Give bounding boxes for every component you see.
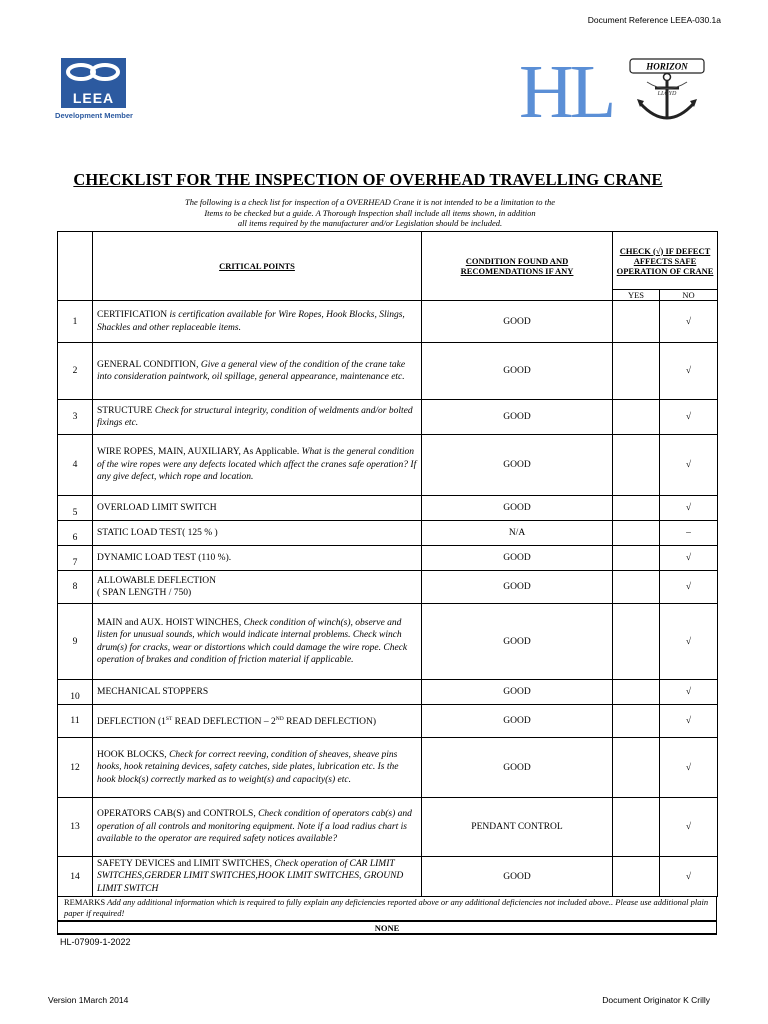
intro-line: Items to be checked but a guide. A Thorough Inspection shall include all items shown, in addition [204, 207, 536, 218]
row-number: 8 [58, 571, 93, 604]
condition-value: GOOD [422, 738, 613, 798]
critical-heading: GENERAL CONDITION, [97, 359, 199, 370]
footer-version: Version 1March 2014 [48, 995, 129, 1005]
condition-value: GOOD [422, 604, 613, 680]
yes-cell[interactable] [613, 680, 660, 705]
yes-cell[interactable] [613, 301, 660, 343]
critical-description: Give a general view of the condition of the crane take into consideration paintwork, oil spillage, general appearance, maintenance etc. [97, 359, 406, 382]
critical-point [93, 604, 422, 680]
critical-point [93, 705, 422, 738]
critical-point [93, 571, 422, 604]
horizon-lloyd-anchor-icon [622, 55, 712, 129]
critical-heading: MAIN and AUX. HOIST WINCHES, [97, 617, 242, 628]
condition-value: GOOD [422, 496, 613, 521]
critical-heading: SAFETY DEVICES and LIMIT SWITCHES, [97, 858, 272, 869]
critical-description: Check operation of CAR LIMIT SWITCHES,GERDER LIMIT SWITCHES,HOOK LIMIT SWITCHES, GROUND LIMIT SWITCH [97, 858, 404, 894]
yes-header: YES [613, 290, 660, 301]
table-row [58, 705, 718, 738]
condition-value: GOOD [422, 546, 613, 571]
check-header: CHECK (√) IF DEFECT AFFECTS SAFE OPERATION OF CRANE [613, 232, 718, 290]
yes-cell[interactable] [613, 400, 660, 435]
critical-point [93, 343, 422, 400]
condition-value: GOOD [422, 680, 613, 705]
table-row [58, 680, 718, 705]
critical-heading: STATIC LOAD TEST( 125 % ) [97, 527, 218, 538]
table-row [58, 738, 718, 798]
leea-logo-subtitle: Development Member [55, 111, 133, 120]
critical-description: Check condition of winch(s), observe and listen for unusual sounds, which would indicate internal problems. Check winch drum(s) for cracks, wear or distortions which could damage the wire rope. Check operation of brakes and condition of friction material if applicable. [97, 617, 408, 665]
intro-text [150, 197, 590, 229]
yes-cell[interactable] [613, 496, 660, 521]
row-number: 12 [58, 738, 93, 798]
table-row [58, 400, 718, 435]
yes-cell[interactable] [613, 546, 660, 571]
row-number: 13 [58, 798, 93, 857]
critical-point [93, 738, 422, 798]
critical-heading: WIRE ROPES, MAIN, AUXILIARY, As Applicable. [97, 447, 300, 458]
critical-heading: ALLOWABLE DEFLECTION [97, 575, 216, 586]
critical-description: Check for correct reeving, condition of sheaves, sheave pins hooks, hook retaining devices, safety catches, side plates, lubrication etc. Is the hook block(s) correctly marked as to weight(s) and capacity(s) etc. [97, 749, 399, 785]
row-number: 9 [58, 604, 93, 680]
critical-point [93, 521, 422, 546]
yes-cell[interactable] [613, 705, 660, 738]
table-row [58, 301, 718, 343]
hl-logo-text: HL [519, 50, 613, 134]
critical-heading: MECHANICAL STOPPERS [97, 686, 209, 697]
no-checkmark[interactable]: √ [660, 546, 718, 571]
yes-cell[interactable] [613, 521, 660, 546]
critical-heading: DEFLECTION (1ST READ DEFLECTION – 2ND READ DEFLECTION) [97, 716, 377, 728]
footer-originator: Document Originator K Crilly [602, 995, 710, 1005]
table-row [58, 546, 718, 571]
critical-heading: CERTIFICATION [97, 310, 168, 320]
table-row [58, 496, 718, 521]
condition-value: GOOD [422, 857, 613, 897]
document-number: HL-07909-1-2022 [60, 937, 131, 947]
remarks-label: REMARKS [64, 897, 106, 907]
critical-description: What is the general condition of the wire ropes were any defects located which affect the cranes safe operation? If any give defect, which rope and location. [97, 447, 417, 483]
yes-cell[interactable] [613, 604, 660, 680]
critical-description: Check for structural integrity, condition of weldments and/or bolted fixings etc. [97, 405, 413, 428]
no-checkmark[interactable]: √ [660, 571, 718, 604]
table-row [58, 571, 718, 604]
table-row [58, 798, 718, 857]
critical-heading: STRUCTURE [97, 405, 153, 416]
table-row [58, 857, 718, 897]
yes-cell[interactable] [613, 738, 660, 798]
page-title: CHECKLIST FOR THE INSPECTION OF OVERHEAD TRAVELLING CRANE [73, 170, 663, 189]
intro-line: The following is a check list for inspection of a OVERHEAD Crane it is not intended to be a limitation to the [185, 197, 555, 207]
condition-value: GOOD [422, 400, 613, 435]
critical-heading-line2: ( SPAN LENGTH / 750) [97, 588, 192, 598]
condition-value: GOOD [422, 301, 613, 343]
no-checkmark[interactable]: √ [660, 680, 718, 705]
no-checkmark[interactable]: √ [660, 496, 718, 521]
critical-heading: OPERATORS CAB(S) and CONTROLS, [97, 809, 256, 820]
yes-cell[interactable] [613, 857, 660, 897]
leea-logo [48, 58, 140, 124]
leea-logo-text: LEEA [72, 90, 115, 106]
critical-description: Check condition of operators cab(s) and operation of all controls and monitoring equipment. Note if a load radius chart is available to the operator are required safety notices available? [97, 809, 412, 845]
row-number: 11 [58, 705, 93, 738]
remarks-value[interactable]: NONE [57, 921, 717, 935]
row-number: 4 [58, 435, 93, 496]
yes-cell[interactable] [613, 798, 660, 857]
no-header: NO [660, 290, 718, 301]
no-checkmark[interactable]: √ [660, 705, 718, 738]
no-checkmark[interactable]: √ [660, 343, 718, 400]
critical-point [93, 301, 422, 343]
condition-value: PENDANT CONTROL [422, 798, 613, 857]
condition-value: GOOD [422, 571, 613, 604]
critical-heading: OVERLOAD LIMIT SWITCH [97, 502, 217, 513]
critical-point [93, 857, 422, 897]
condition-value: N/A [422, 521, 613, 546]
condition-header: CONDITION FOUND AND RECOMENDATIONS IF ANY [422, 232, 613, 301]
condition-value: GOOD [422, 705, 613, 738]
critical-description: is certification available for Wire Ropes, Hook Blocks, Slings, Shackles and other replaceable items. [97, 310, 405, 333]
row-number: 10 [58, 680, 93, 705]
critical-point [93, 496, 422, 521]
remarks-box [57, 897, 717, 921]
row-number: 2 [58, 343, 93, 400]
row-number: 6 [58, 521, 93, 546]
critical-point [93, 400, 422, 435]
critical-points-header: CRITICAL POINTS [93, 232, 422, 301]
intro-line: all items required by the manufacturer and/or Legislation should be included. [237, 218, 503, 228]
chain-link-icon [61, 58, 126, 90]
critical-heading: DYNAMIC LOAD TEST (110 %). [97, 552, 232, 563]
no-checkmark[interactable]: √ [660, 798, 718, 857]
critical-point [93, 546, 422, 571]
row-number: 7 [58, 546, 93, 571]
row-number: 1 [58, 301, 93, 343]
no-checkmark[interactable]: √ [660, 857, 718, 897]
remarks-instructions: Add any additional information which is required to fully explain any deficiencies reported above or any additional deficiencies not included above.. Please use additional plain paper if required! [64, 897, 709, 918]
critical-point [93, 435, 422, 496]
lloyd-text: LLOYD [657, 91, 677, 97]
checklist-table [57, 231, 718, 897]
no-checkmark[interactable]: √ [660, 604, 718, 680]
table-row [58, 604, 718, 680]
row-number: 3 [58, 400, 93, 435]
condition-value: GOOD [422, 435, 613, 496]
condition-value: GOOD [422, 343, 613, 400]
row-number: 5 [58, 496, 93, 521]
critical-heading: HOOK BLOCKS, [97, 749, 167, 760]
yes-cell[interactable] [613, 343, 660, 400]
no-checkmark[interactable]: – [660, 521, 718, 546]
no-checkmark[interactable]: √ [660, 301, 718, 343]
table-row [58, 343, 718, 400]
document-reference: Document Reference LEEA-030.1a [587, 15, 721, 25]
table-row [58, 435, 718, 496]
horizon-text: HORIZON [646, 61, 688, 72]
no-checkmark[interactable]: √ [660, 400, 718, 435]
critical-point [93, 680, 422, 705]
critical-point [93, 798, 422, 857]
no-checkmark[interactable]: √ [660, 435, 718, 496]
row-number: 14 [58, 857, 93, 897]
table-row [58, 521, 718, 546]
yes-cell[interactable] [613, 435, 660, 496]
yes-cell[interactable] [613, 571, 660, 604]
no-checkmark[interactable]: √ [660, 738, 718, 798]
num-column-header [58, 232, 93, 301]
